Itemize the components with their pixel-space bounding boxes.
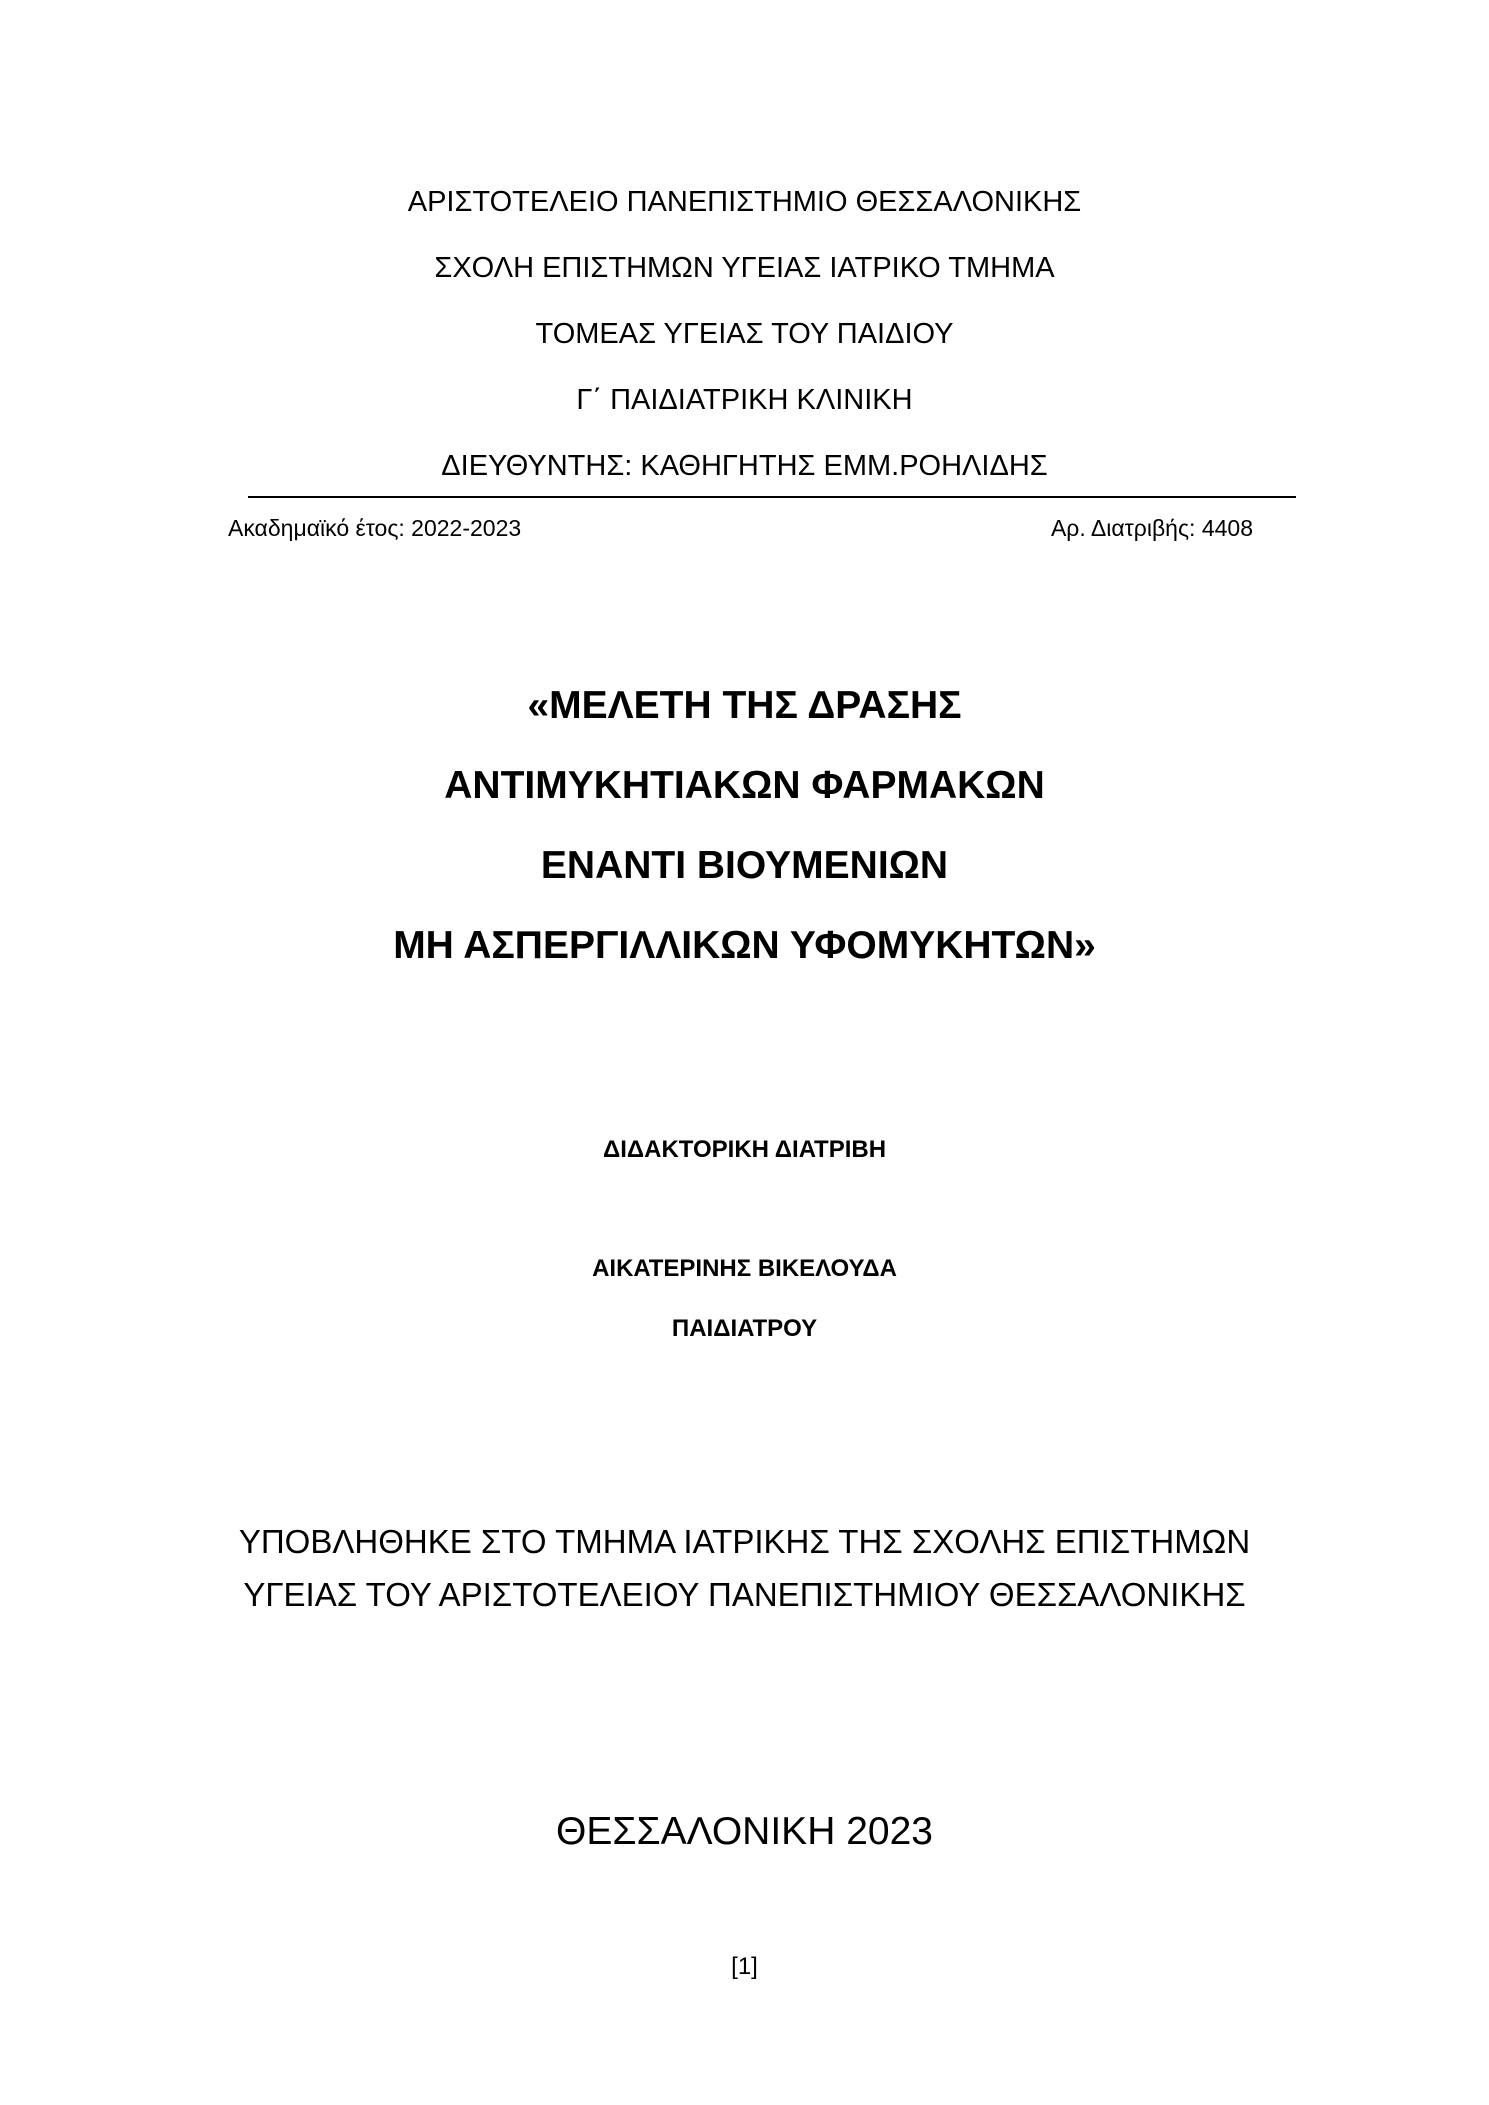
clinic-name: Γ΄ ΠΑΙΔΙΑΤΡΙΚΗ ΚΛΙΝΙΚΗ — [576, 384, 913, 416]
university-name: ΑΡΙΣΤΟΤΕΛΕΙΟ ΠΑΝΕΠΙΣΤΗΜΙΟ ΘΕΣΣΑΛΟΝΙΚΗΣ — [407, 186, 1082, 218]
thesis-title-line-1: «ΜΕΛΕΤΗ ΤΗΣ ΔΡΑΣΗΣ — [527, 684, 962, 727]
page-number: [1] — [731, 1953, 758, 1980]
header-divider — [248, 496, 1296, 498]
thesis-number: Αρ. Διατριβής: 4408 — [1050, 515, 1253, 541]
department-name: ΤΟΜΕΑΣ ΥΓΕΙΑΣ ΤΟΥ ΠΑΙΔΙΟΥ — [535, 318, 954, 350]
thesis-title-line-2: ΑΝΤΙΜΥΚΗΤΙΑΚΩΝ ΦΑΡΜΑΚΩΝ — [444, 764, 1045, 807]
submission-line-2: ΥΓΕΙΑΣ ΤΟΥ ΑΡΙΣΤΟΤΕΛΕΙΟΥ ΠΑΝΕΠΙΣΤΗΜΙΟΥ ΘΕΣΣΑΛΟΝΙΚΗΣ — [243, 1576, 1246, 1613]
author-profession: ΠΑΙΔΙΑΤΡΟΥ — [671, 1315, 818, 1342]
academic-year: Ακαδημαϊκό έτος: 2022-2023 — [228, 515, 522, 541]
director-line: ΔΙΕΥΘΥΝΤΗΣ: ΚΑΘΗΓΗΤΗΣ ΕΜΜ.ΡΟΗΛΙΔΗΣ — [441, 450, 1048, 482]
school-name: ΣΧΟΛΗ ΕΠΙΣΤΗΜΩΝ ΥΓΕΙΑΣ ΙΑΤΡΙΚΟ ΤΜΗΜΑ — [434, 252, 1055, 284]
author-name: ΑΙΚΑΤΕΡΙΝΗΣ ΒΙΚΕΛΟΥΔΑ — [592, 1255, 897, 1282]
document-type: ΔΙΔΑΚΤΟΡΙΚΗ ΔΙΑΤΡΙΒΗ — [602, 1136, 887, 1163]
thesis-title-line-3: ΕΝΑΝΤΙ ΒΙΟΥΜΕΝΙΩΝ — [540, 844, 949, 887]
place-year: ΘΕΣΣΑΛΟΝΙΚΗ 2023 — [556, 1810, 933, 1853]
thesis-title-line-4: ΜΗ ΑΣΠΕΡΓΙΛΛΙΚΩΝ ΥΦΟΜΥΚΗΤΩΝ» — [393, 924, 1096, 967]
submission-line-1: ΥΠΟΒΛΗΘΗΚΕ ΣΤΟ ΤΜΗΜΑ ΙΑΤΡΙΚΗΣ ΤΗΣ ΣΧΟΛΗΣ ΕΠΙΣΤΗΜΩΝ — [238, 1523, 1251, 1560]
